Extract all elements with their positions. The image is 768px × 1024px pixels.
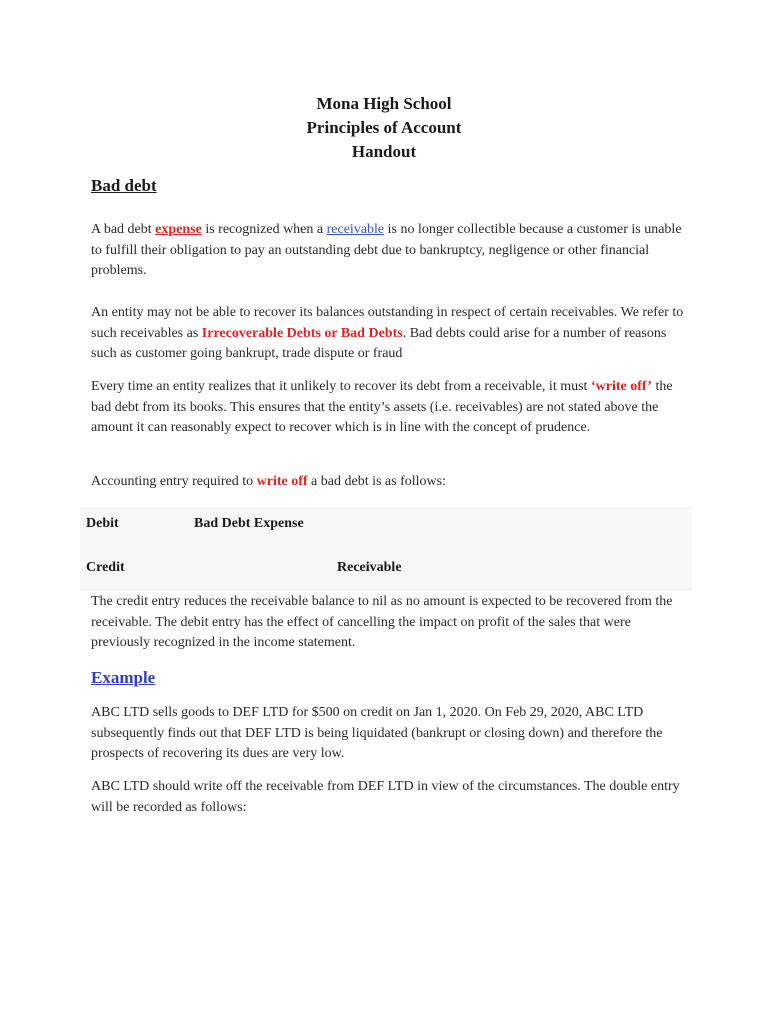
journal-entry-box (80, 507, 692, 591)
school-name: Mona High School (316, 94, 452, 113)
irrecoverable-debts-term: Irrecoverable Debts or Bad Debts (201, 325, 403, 341)
write-off-paragraph (91, 377, 691, 439)
bad-debt-heading: Bad debt (91, 176, 157, 195)
text-run: is recognized when a (201, 222, 327, 237)
credit-account: Receivable (337, 560, 402, 575)
text-run: An entity may not be able to recover its balances outstanding in respect of certain receivables. We refer to such receivables as (91, 305, 684, 341)
credit-entry-explanation: The credit entry reduces the receivable balance to nil as no amount is expected to be recovered from the receivable. The debit entry has the effect of cancelling the impact on profit of the sales that were previously recognized in the income statement. (91, 594, 673, 650)
example-conclusion-paragraph: ABC LTD should write off the receivable from DEF LTD in view of the circumstances. The double entry will be recorded as follows: (91, 779, 680, 815)
example-heading: Example (91, 668, 156, 687)
expense-term: expense (155, 222, 202, 237)
receivable-link[interactable]: receivable (326, 222, 385, 237)
write-off-term: ‘write off’ (590, 379, 652, 394)
text-run: Every time an entity realizes that it unlikely to recover its debt from a receivable, it must (91, 379, 591, 394)
irrecoverable-debts-paragraph (91, 303, 691, 365)
text-run: a bad debt is as follows: (307, 474, 446, 489)
text-run: . Bad debts could arise for a number of reasons such as customer going bankrupt, trade dispute or fraud (91, 325, 667, 361)
text-run: the bad debt from its books. This ensures that the entity’s assets (i.e. receivables) are not stated above the amount it can reasonably expect to recover which is in line with the concept of prudence. (91, 379, 673, 435)
text-run: Accounting entry required to (91, 474, 257, 489)
subject-title: Principles of Account (306, 118, 462, 137)
debit-label: Debit (86, 516, 119, 531)
accounting-entry-intro (91, 472, 691, 493)
document-type: Handout (351, 142, 417, 161)
debit-account: Bad Debt Expense (194, 516, 304, 531)
example-scenario-paragraph: ABC LTD sells goods to DEF LTD for $500 on credit on Jan 1, 2020. On Feb 29, 2020, ABC LTD subsequently finds out that DEF LTD is being liquidated (bankrupt or closing down) and therefore the prospects of recovering its dues are very low. (91, 705, 663, 761)
write-off-term-2: write off (256, 474, 308, 489)
credit-label: Credit (86, 560, 125, 575)
text-run: is no longer collectible because a customer is unable to fulfill their obligation to pay an outstanding debt due to bankruptcy, negligence or other financial problems. (91, 222, 682, 278)
text-run: A bad debt (91, 222, 156, 237)
bad-debt-definition-paragraph (91, 220, 691, 282)
